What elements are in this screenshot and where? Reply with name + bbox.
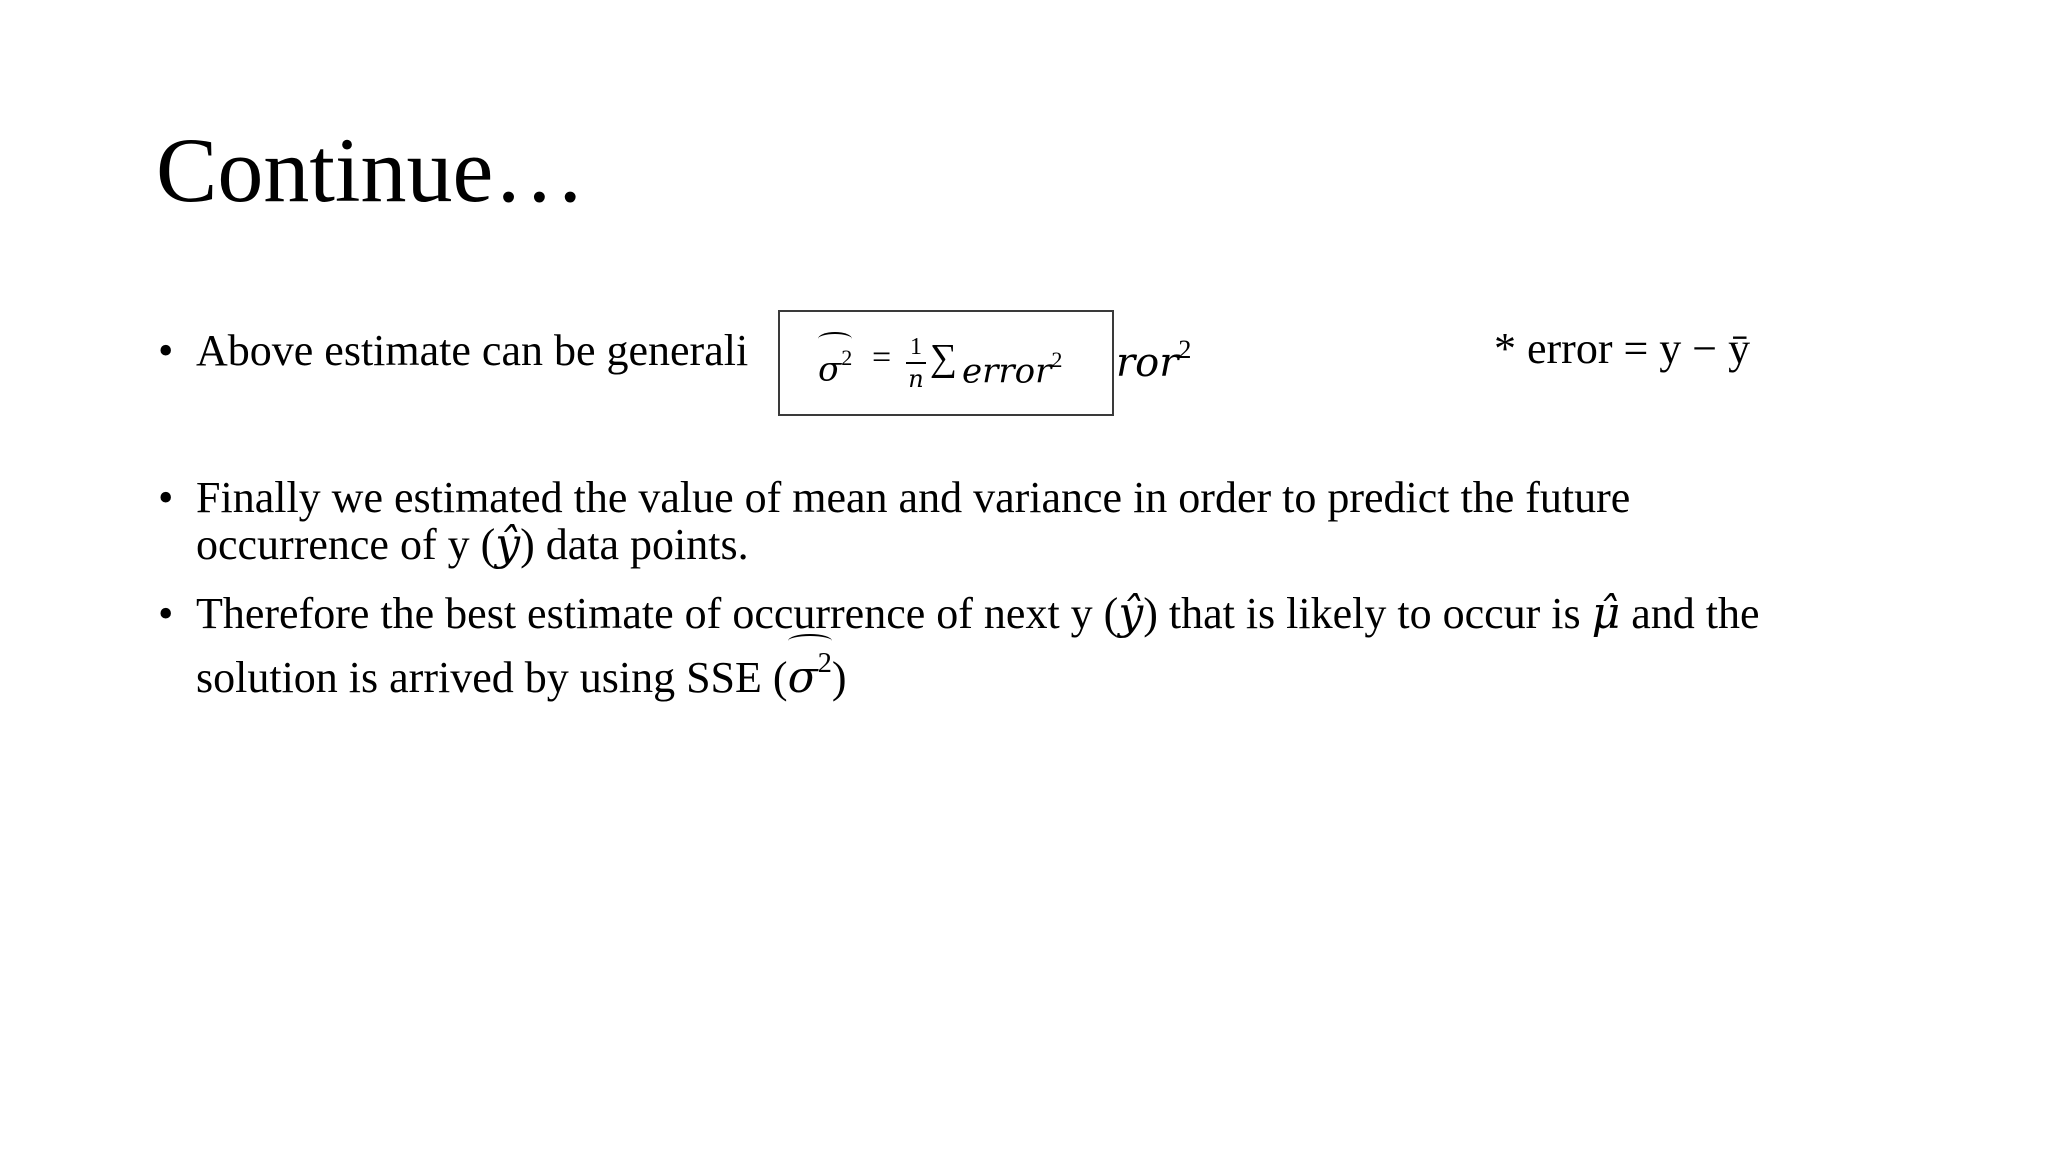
formula-equals: = <box>872 339 892 376</box>
y-hat-symbol: ŷ <box>1118 588 1144 639</box>
wide-hat-icon <box>788 634 832 648</box>
bullet-marker: • <box>158 473 174 522</box>
bullet-3-line-1-post: and the <box>1620 589 1760 638</box>
bullet-2-line-2-post: ) data points. <box>520 520 749 569</box>
sigma-squared-hat <box>788 640 832 702</box>
fraction-bar <box>906 362 926 364</box>
y-hat-symbol: ŷ <box>495 519 521 570</box>
error-definition-note: * error = y − ȳ <box>1494 324 1751 373</box>
bullet-1-formula-tail <box>1116 326 1191 387</box>
formula-popup <box>778 310 1114 416</box>
bullet-2-line-1: Finally we estimated the value of mean and variance in order to predict the future <box>196 473 1631 522</box>
formula-sigma-sup: 2 <box>841 345 853 370</box>
formula-error-sup: 2 <box>1051 347 1063 372</box>
bullet-3-line-1-pre: Therefore the best estimate of occurrence of next y ( <box>196 589 1119 638</box>
bullet-3-line-2 <box>196 640 847 702</box>
formula-fraction <box>906 334 926 392</box>
bullet-marker: • <box>158 326 174 375</box>
bullet-1-text: Above estimate can be generali <box>196 326 749 375</box>
bullet-2-line-2-pre: occurrence of y ( <box>196 520 496 569</box>
wide-hat-icon <box>818 332 852 346</box>
fraction-numerator: 1 <box>910 334 922 360</box>
formula-rhs <box>962 340 1062 392</box>
bullet-3-line-2-pre: solution is arrived by using SSE ( <box>196 653 788 703</box>
formula-error: error <box>962 351 1052 392</box>
bullet-3-line-1-mid: ) that is likely to occur is <box>1143 589 1592 638</box>
fraction-denominator: n <box>908 365 924 393</box>
formula-sigma-hat <box>818 338 852 390</box>
summation-icon: ∑ <box>930 337 958 379</box>
bullet-2-line-2 <box>196 521 749 569</box>
sigma-symbol: σ <box>787 652 818 704</box>
bullet-3-line-1 <box>196 590 1760 638</box>
bullet-marker: • <box>158 589 174 638</box>
formula-sigma: σ <box>818 349 842 390</box>
formula-lhs <box>818 338 852 390</box>
mu-hat-symbol: μ̂ <box>1591 588 1621 639</box>
formula-tail-text: ror <box>1116 340 1179 387</box>
bullet-3-line-2-post: ) <box>831 653 847 703</box>
formula-tail-sup: 2 <box>1178 335 1192 364</box>
sigma-sup: 2 <box>817 648 832 679</box>
slide-title: Continue… <box>156 119 586 221</box>
